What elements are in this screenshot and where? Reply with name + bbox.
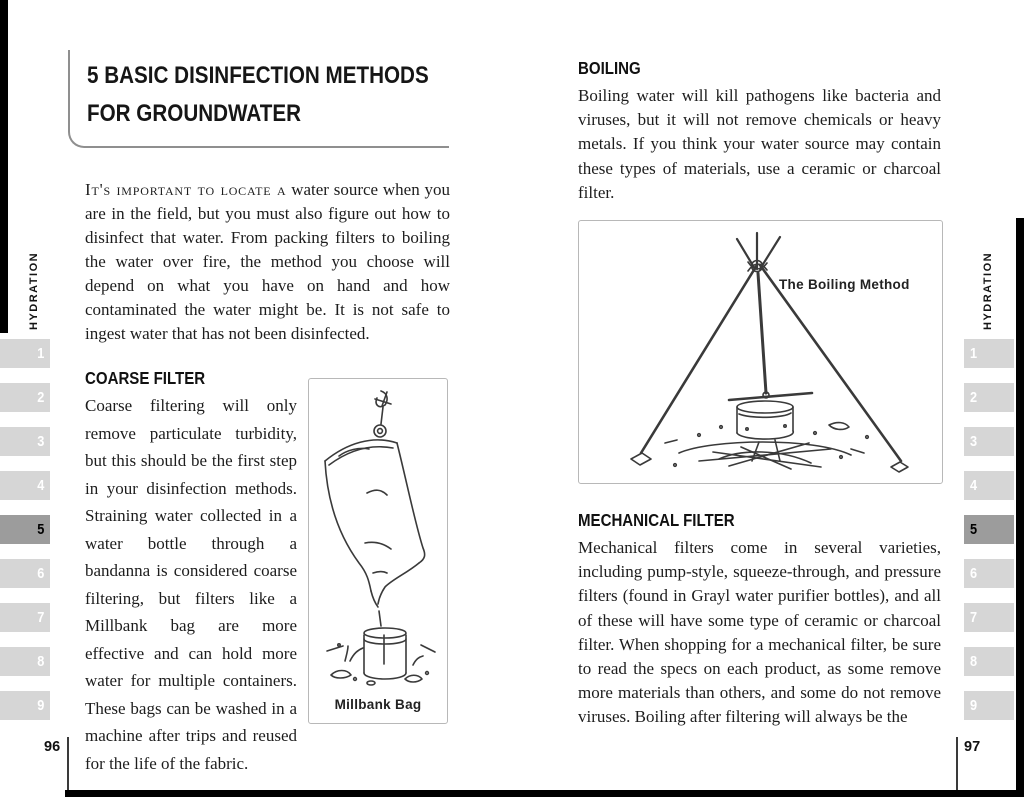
footer-rule-left	[67, 737, 69, 790]
footer-rule-right	[956, 737, 958, 790]
chapter-tab-9-left	[0, 691, 50, 720]
millbank-bag-illustration	[309, 383, 445, 693]
millbank-bag-figure	[308, 378, 448, 724]
chapter-title-line1: 5 BASIC DISINFECTION METHODS	[87, 62, 429, 89]
boiling-heading	[578, 58, 651, 78]
chapter-tab-9-right	[964, 691, 1014, 720]
heading-text: MECHANICAL FILTER	[578, 510, 735, 530]
coarse-filter-heading	[85, 368, 225, 388]
heading-text: BOILING	[578, 58, 641, 78]
chapter-tab-2-left	[0, 383, 50, 412]
mechanical-filter-paragraph: Mechanical filters come in several varieties, including pump-style, squeeze-through, and pressure filters (found in Grayl water purifier bottles), and all of these will have some type of ceramic or charcoal filter. When shopping for a mechanical filter, be sure to read the specs on each product, as some remove more materials than others, and some do not remove viruses. Boiling after filtering will always be the	[578, 538, 941, 727]
chapter-tab-4-left	[0, 471, 50, 500]
tab-number: 9	[969, 697, 978, 714]
tab-number: 3	[969, 433, 978, 450]
chapter-tab-6-left	[0, 559, 50, 588]
tab-number: 7	[36, 609, 45, 626]
chapter-title-box	[68, 50, 449, 148]
chapter-tab-8-right	[964, 647, 1014, 676]
tab-number: 8	[969, 653, 978, 670]
tab-number: 6	[969, 565, 978, 582]
chapter-tab-3-left	[0, 427, 50, 456]
boiling-method-label: The Boiling Method	[779, 277, 910, 292]
heading-text: COARSE FILTER	[85, 368, 206, 388]
boiling-method-figure	[578, 220, 943, 484]
chapter-tab-3-right	[964, 427, 1014, 456]
chapter-tab-1-left	[0, 339, 50, 368]
intro-lead-smallcaps: It's important to locate a	[85, 180, 287, 199]
chapter-tab-8-left	[0, 647, 50, 676]
page-number-left: 96	[44, 739, 61, 755]
coarse-filter-paragraph: Coarse filtering will only remove particulate turbidity, but this should be the first step in your disinfection methods. Straining water collected in a water bottle through a bandanna is considered coarse filtering, but filters like a Millbank bag are more effective and can hold more water for multiple containers. These bags can be washed in a machine after trips and reused for the life of the fabric.	[85, 396, 297, 773]
intro-paragraph	[85, 178, 450, 346]
mechanical-filter-heading	[578, 510, 760, 530]
chapter-label-left: HYDRATION	[28, 251, 40, 331]
boiling-paragraph: Boiling water will kill pathogens like bacteria and viruses, but it will not remove chemicals or heavy metals. If you think your water source may contain these types of materials, use a ceramic or charcoal filter.	[578, 86, 941, 202]
chapter-tab-2-right	[964, 383, 1014, 412]
page-number-right: 97	[964, 739, 981, 755]
intro-text: water source when you are in the field, but you must also figure out how to disinfect that water. From packing filters to boiling the water over fire, the method you choose will depend on what you have on hand and how contaminated the water might be. It is not safe to ingest water that has not been disinfected.	[85, 180, 450, 343]
page-edge-shadow-right	[1016, 218, 1024, 797]
boiling-method-illustration	[579, 221, 940, 481]
chapter-tab-1-right	[964, 339, 1014, 368]
tab-number: 4	[969, 477, 978, 494]
tab-number: 7	[969, 609, 978, 626]
page-edge-shadow-bottom	[65, 790, 1024, 797]
chapter-title-line2: FOR GROUNDWATER	[87, 100, 302, 127]
millbank-bag-caption: Millbank Bag	[334, 697, 422, 712]
tab-number: 1	[969, 345, 978, 362]
tab-number: 1	[36, 345, 45, 362]
chapter-tab-5-left-active	[0, 515, 50, 544]
page-edge-shadow-left	[0, 0, 8, 333]
tab-number: 4	[36, 477, 45, 494]
tab-number: 2	[36, 389, 45, 406]
chapter-tab-7-left	[0, 603, 50, 632]
tab-number: 3	[36, 433, 45, 450]
chapter-tab-5-right-active	[964, 515, 1014, 544]
tab-number: 9	[36, 697, 45, 714]
chapter-tab-7-right	[964, 603, 1014, 632]
chapter-tab-4-right	[964, 471, 1014, 500]
tab-number: 2	[969, 389, 978, 406]
tab-number: 5	[36, 521, 45, 538]
chapter-tab-6-right	[964, 559, 1014, 588]
tab-number: 5	[969, 521, 978, 538]
tab-number: 8	[36, 653, 45, 670]
tab-number: 6	[36, 565, 45, 582]
chapter-label-right: HYDRATION	[982, 251, 994, 331]
